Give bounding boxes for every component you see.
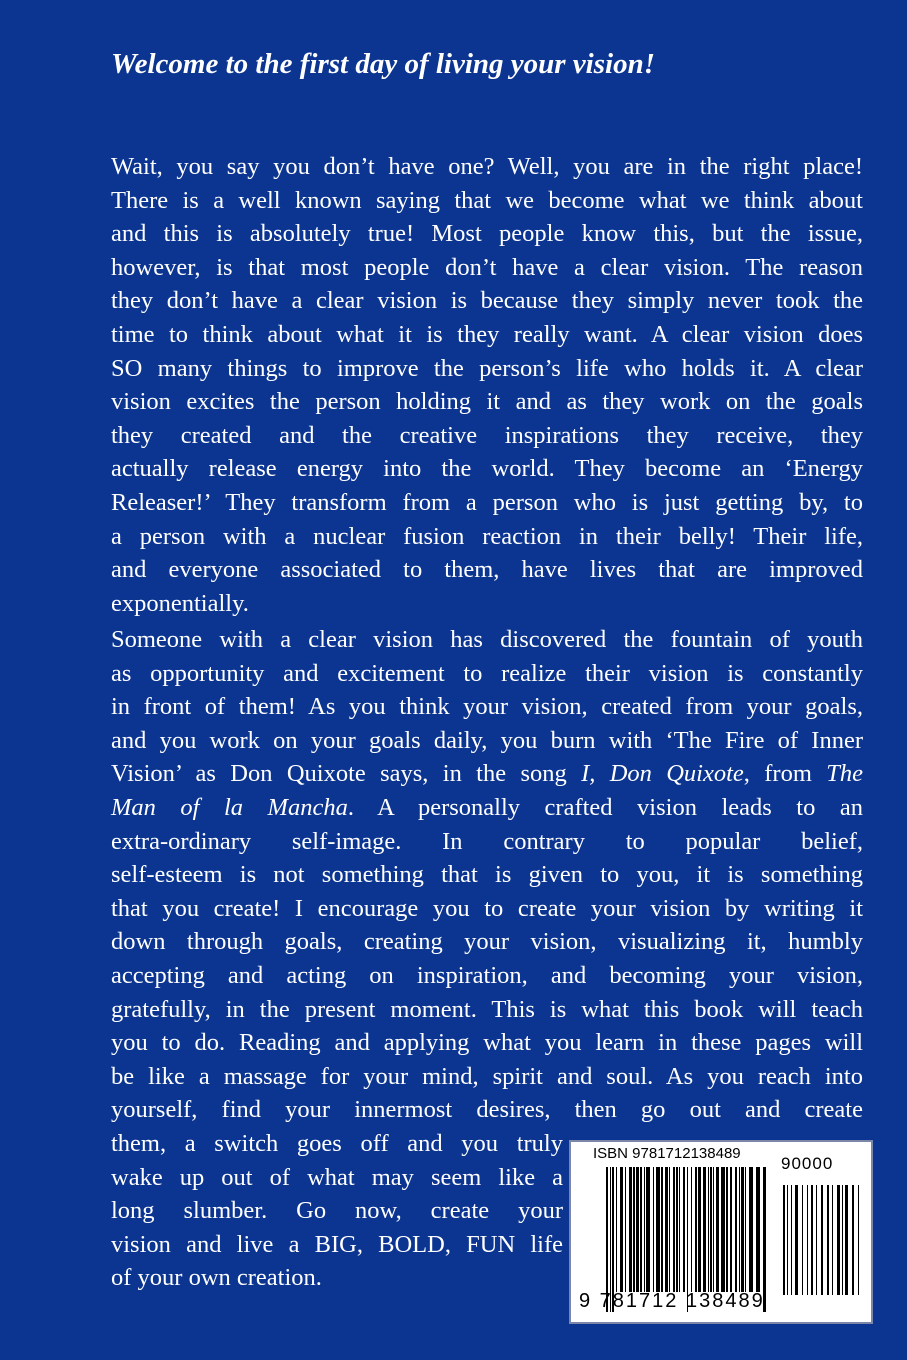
text-line [111,587,863,621]
text-segment: vision excites the person holding it and as they work on the goals [111,388,863,416]
text-line [111,284,863,318]
text-segment: Releaser!’ They transform from a person who is just getting by, to [111,488,863,516]
price-bar [832,1185,833,1295]
text-line [111,520,863,554]
text-line [111,791,863,825]
paragraph-1 [111,150,863,620]
text-segment: . A personally crafted vision leads to an [347,793,863,821]
barcode-bar [745,1167,746,1292]
barcode-bar [679,1167,680,1292]
text-segment: that you create! I encourage you to create your vision by writing it [111,894,863,922]
text-line [111,657,863,691]
barcode-bar [644,1167,645,1292]
text-segment: they don’t have a clear vision is because they simply never took the [111,287,863,315]
barcode-bar [691,1167,692,1292]
text-segment: wake up out of what may seem like a [111,1163,563,1191]
barcode-bar [616,1167,617,1292]
barcode-bar [646,1167,650,1292]
price-bar [791,1185,792,1295]
text-segment: time to think about what it is they really want. A clear vision does [111,320,863,348]
price-bar [795,1185,798,1295]
barcode-bar [636,1167,639,1292]
text-segment: Vision’ as Don Quixote says, in the song [111,760,582,788]
barcode-bar [656,1167,660,1292]
text-line [111,1127,563,1161]
price-bar [802,1185,803,1295]
text-segment: , from [743,760,827,788]
text-segment: and everyone associated to them, have lives that are improved [111,556,863,584]
text-segment: them, a switch goes off and you truly [111,1129,563,1157]
text-segment: exponentially. [111,589,249,617]
barcode-bar [698,1167,701,1292]
barcode-bar [695,1167,697,1292]
text-line [111,251,863,285]
price-bar [821,1185,823,1295]
text-segment: they created and the creative inspirations they receive, they [111,421,863,449]
text-segment: SO many things to improve the person’s life who holds it. A clear [111,354,863,382]
barcode-bar [708,1167,709,1292]
barcode-bar [756,1167,760,1292]
text-line [111,553,863,587]
text-line [111,452,863,486]
text-line [111,959,863,993]
barcode-bar [625,1167,626,1292]
text-segment: a person with a nuclear fusion reaction in their belly! Their life, [111,522,863,550]
text-line [111,993,863,1027]
text-segment: I, Don Quixote [581,760,744,788]
isbn-label: ISBN 9781712138489 [593,1145,741,1162]
text-line [111,1093,863,1127]
price-bar [783,1185,785,1295]
text-line [111,1060,863,1094]
text-segment: as opportunity and excitement to realize their vision is constantly [111,659,863,687]
text-line [111,352,863,386]
text-segment: accepting and acting on inspiration, and becoming your vision, [111,961,863,989]
text-line [111,690,863,724]
text-line [111,858,863,892]
text-line [111,825,863,859]
text-segment: and you work on your goals daily, you burn with ‘The Fire of Inner [111,726,863,754]
barcode-bar [640,1167,642,1292]
barcode-bar [669,1167,670,1292]
text-line [111,1026,863,1060]
text-segment: you to do. Reading and applying what you learn in these pages will [111,1029,863,1057]
barcode-bar [703,1167,706,1292]
text-segment: Someone with a clear vision has discovered the fountain of youth [111,626,863,653]
text-segment: Man of la Mancha [111,793,348,821]
text-line [111,385,863,419]
barcode-bar [739,1167,740,1292]
text-segment: extra-ordinary self-image. In contrary to popular belief, [111,827,863,855]
price-bar [787,1185,788,1295]
barcode-digits: 9 781712 138489 [579,1290,765,1312]
price-bar [807,1185,808,1295]
barcode-bar [710,1167,712,1292]
text-segment: There is a well known saying that we become what we think about [111,186,863,214]
text-line [111,419,863,453]
text-line [111,892,863,926]
text-segment: vision and live a BIG, BOLD, FUN life [111,1230,563,1258]
barcode-bar [683,1167,685,1292]
text-line [111,184,863,218]
text-segment: yourself, find your innermost desires, then go out and create [111,1096,863,1124]
text-segment: in front of them! As you think your vision, created from your goals, [111,693,863,721]
text-segment: Wait, you say you don’t have one? Well, you are in the right place! [111,153,863,180]
price-bar [837,1185,840,1295]
price-bar [827,1185,829,1295]
barcode-bar [673,1167,675,1292]
text-line [111,1194,563,1228]
barcode-bar [653,1167,654,1292]
text-segment: The [826,760,863,788]
text-line [111,1228,563,1262]
barcode-bar [661,1167,663,1292]
text-line [111,724,863,758]
barcode-bar [741,1167,744,1292]
barcode-bar [713,1167,714,1292]
price-bar [858,1185,859,1295]
text-line [111,217,863,251]
text-line [111,623,863,657]
price-code: 90000 [781,1154,834,1173]
text-line [111,757,863,791]
barcode-bar [749,1167,753,1292]
text-segment: self-esteem is not something that is given to you, it is something [111,861,863,889]
price-bar [852,1185,854,1295]
price-bar [842,1185,843,1295]
text-segment: of your own creation. [111,1264,322,1292]
text-segment: however, is that most people don’t have a clear vision. The reason [111,253,863,281]
text-line [111,150,863,184]
barcode-bar [665,1167,668,1292]
barcode-bar [620,1167,623,1292]
barcode-bar [726,1167,728,1292]
barcode-bar [721,1167,725,1292]
text-line [111,318,863,352]
text-segment: actually release energy into the world. They become an ‘Energy [111,455,863,483]
isbn-barcode [569,1140,873,1324]
text-segment: down through goals, creating your vision, visualizing it, humbly [111,928,863,956]
barcode-bar [730,1167,732,1292]
text-segment: gratefully, in the present moment. This is what this book will teach [111,995,863,1023]
text-line [111,1161,563,1195]
barcode-bar [735,1167,737,1292]
text-segment: and this is absolutely true! Most people know this, but the issue, [111,220,863,248]
price-bar [845,1185,848,1295]
barcode-bar [676,1167,678,1292]
text-segment: long slumber. Go now, create your [111,1197,563,1225]
text-line [111,925,863,959]
text-segment: be like a massage for your mind, spirit and soul. As you reach into [111,1062,863,1090]
barcode-bar [629,1167,632,1292]
cover-heading: Welcome to the first day of living your vision! [111,48,655,80]
price-bar [816,1185,817,1295]
price-bar [811,1185,813,1295]
text-line [111,486,863,520]
barcode-bar [633,1167,635,1292]
barcode-bar [716,1167,719,1292]
text-line [111,1261,563,1295]
